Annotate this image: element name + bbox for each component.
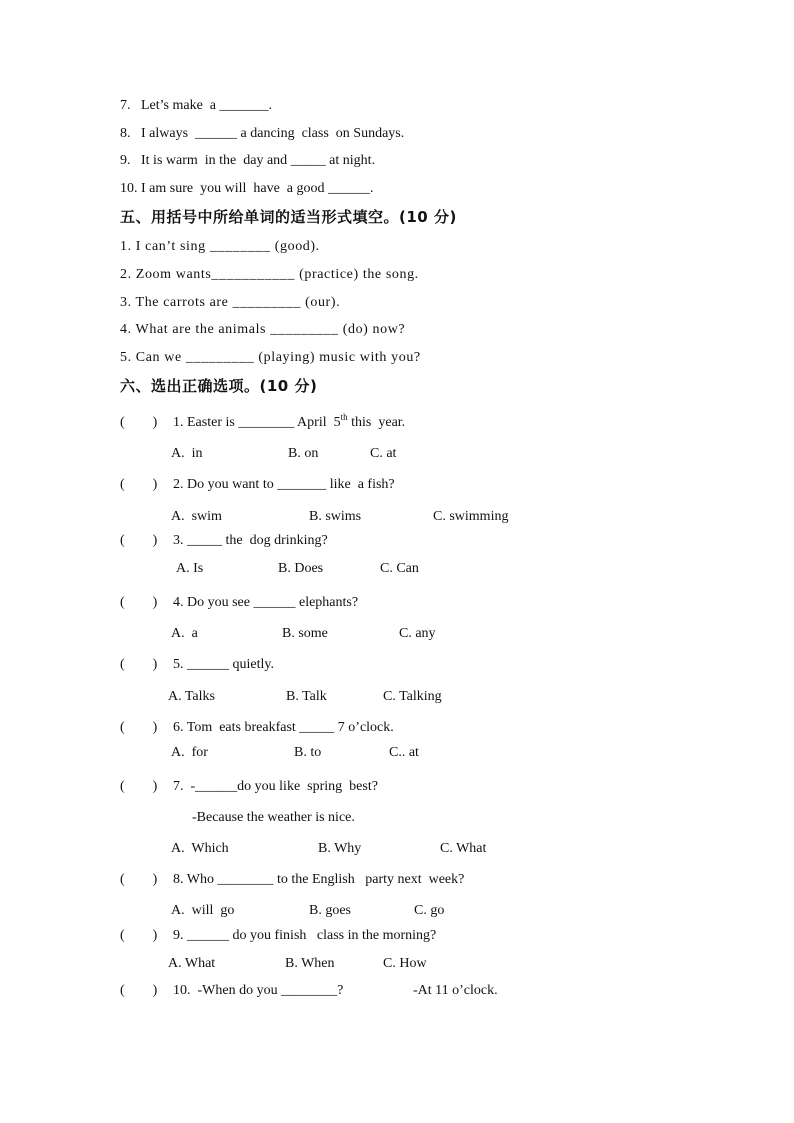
q3-option-c: C. Can (380, 561, 419, 576)
q1-option-a: A. in (171, 446, 203, 461)
q8-option-b: B. goes (309, 903, 351, 918)
q7-stem: 7. -______do you like spring best? (173, 779, 378, 794)
q6-option-b: B. to (294, 745, 322, 760)
q5-stem: 5. ______ quietly. (173, 657, 274, 672)
q8-stem: 8. Who ________ to the English party next week? (173, 872, 465, 887)
q9-option-b: B. When (285, 956, 335, 971)
q8-option-c: C. go (414, 903, 445, 918)
q5-option-b: B. Talk (286, 689, 327, 704)
q6-option-c: C.. at (389, 745, 419, 760)
q2-option-a: A. swim (171, 509, 222, 524)
q3-stem: 3. _____ the dog drinking? (173, 533, 328, 548)
q1-superscript: th (340, 412, 348, 422)
q2-option-c: C. swimming (433, 509, 509, 524)
q6-option-a: A. for (171, 745, 208, 760)
q4-option-c: C. any (399, 626, 436, 641)
q4-option-b: B. some (282, 626, 328, 641)
part5-item-5: 5. Can we _________ (playing) music with you? (120, 350, 421, 365)
q5-option-a: A. Talks (168, 689, 215, 704)
part5-item-3: 3. The carrots are _________ (our). (120, 295, 341, 310)
q7-option-a: A. Which (171, 841, 229, 856)
part4-item-10: 10. I am sure you will have a good ______. (120, 181, 374, 196)
part6-heading: 六、选出正确选项。(10 分) (120, 377, 318, 395)
q10-answer-bracket: ( ) (120, 983, 158, 998)
q10-reply: -At 11 o’clock. (413, 983, 498, 998)
q6-answer-bracket: ( ) (120, 720, 158, 735)
q2-answer-bracket: ( ) (120, 477, 158, 492)
q10-stem: 10. -When do you ________? (173, 983, 344, 998)
q8-answer-bracket: ( ) (120, 872, 158, 887)
q3-answer-bracket: ( ) (120, 533, 158, 548)
part5-item-4: 4. What are the animals _________ (do) now? (120, 322, 406, 337)
q2-option-b: B. swims (309, 509, 362, 524)
q2-stem: 2. Do you want to _______ like a fish? (173, 477, 395, 492)
q3-option-a: A. Is (176, 561, 204, 576)
part4-item-9: 9. It is warm in the day and _____ at night. (120, 153, 376, 168)
q5-option-c: C. Talking (383, 689, 442, 704)
q7-reply: -Because the weather is nice. (192, 810, 355, 825)
part5-item-1: 1. I can’t sing ________ (good). (120, 239, 320, 254)
q7-option-c: C. What (440, 841, 487, 856)
q6-stem: 6. Tom eats breakfast _____ 7 o’clock. (173, 720, 394, 735)
q9-answer-bracket: ( ) (120, 928, 158, 943)
q3-option-b: B. Does (278, 561, 324, 576)
q1-answer-bracket: ( ) (120, 415, 158, 430)
part4-item-7: 7. Let’s make a _______. (120, 98, 273, 113)
part5-item-2: 2. Zoom wants___________ (practice) the song. (120, 267, 419, 282)
q9-option-a: A. What (168, 956, 216, 971)
q9-option-c: C. How (383, 956, 427, 971)
q5-answer-bracket: ( ) (120, 657, 158, 672)
q9-stem: 9. ______ do you finish class in the morning? (173, 928, 437, 943)
part4-item-8: 8. I always ______ a dancing class on Sundays. (120, 126, 405, 141)
q4-stem: 4. Do you see ______ elephants? (173, 595, 359, 610)
q1-stem: 1. Easter is ________ April 5th this year. (173, 412, 406, 430)
part5-heading: 五、用括号中所给单词的适当形式填空。(10 分) (120, 208, 457, 226)
q4-option-a: A. a (171, 626, 198, 641)
q1-option-c: C. at (370, 446, 397, 461)
q7-answer-bracket: ( ) (120, 779, 158, 794)
q1-option-b: B. on (288, 446, 319, 461)
q8-option-a: A. will go (171, 903, 235, 918)
q7-option-b: B. Why (318, 841, 362, 856)
q4-answer-bracket: ( ) (120, 595, 158, 610)
